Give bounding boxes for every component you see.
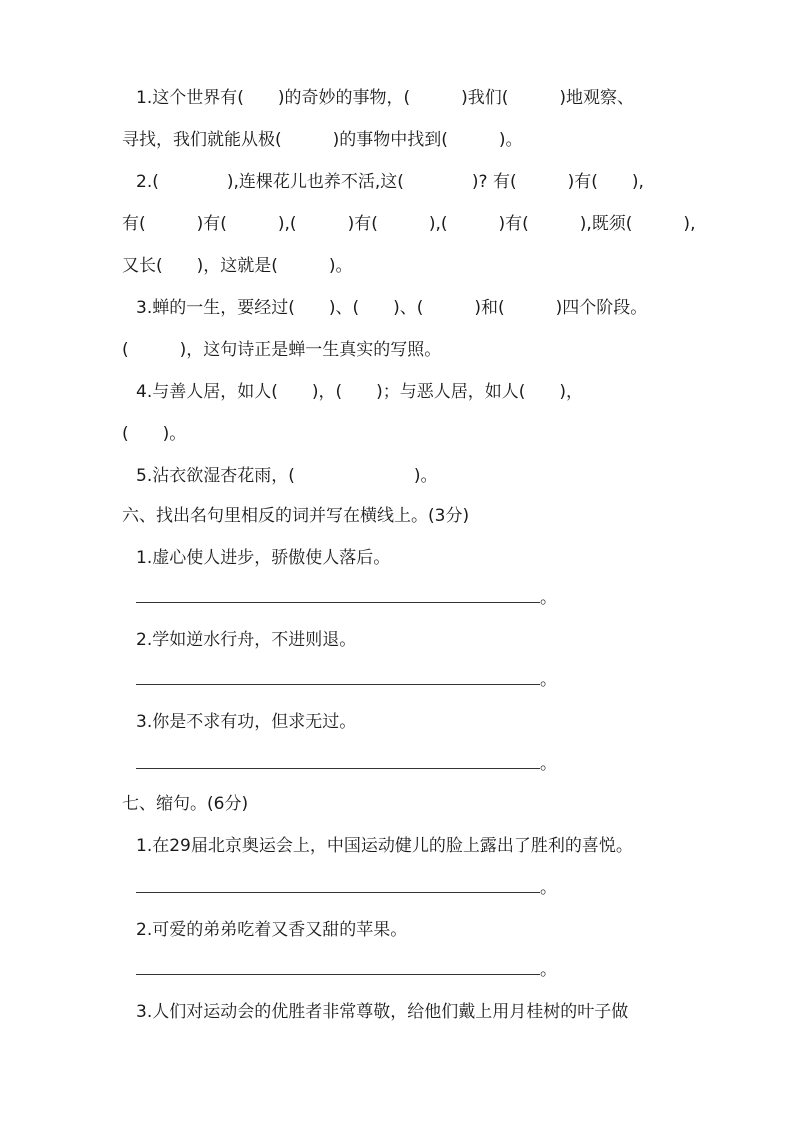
q7-answer-line-1[interactable]	[136, 876, 557, 900]
answer-end-mark: 。	[540, 878, 557, 898]
answer-end-mark: 。	[540, 588, 557, 608]
q7-answer-line-2[interactable]	[136, 958, 557, 982]
q6-item-2: 2.学如逆水行舟，不进则退。	[136, 630, 357, 650]
q5-line-8: 4.与善人居，如人( )，( )；与恶人居，如人( )，	[136, 382, 584, 402]
q5-line-3: 2.( ),连棵花儿也养不活,这( )? 有( )有( ),	[136, 172, 644, 192]
q5-line-5: 又长( )，这就是( )。	[122, 256, 353, 276]
q7-item-1: 1.在29届北京奥运会上，中国运动健儿的脸上露出了胜利的喜悦。	[136, 836, 633, 856]
section-six-heading: 六、找出名句里相反的词并写在横线上。(3分)	[122, 506, 470, 526]
answer-end-mark: 。	[540, 754, 557, 774]
q5-line-6: 3.蝉的一生，要经过( )、( )、( )和( )四个阶段。	[136, 298, 648, 318]
q6-answer-line-2[interactable]	[136, 668, 557, 692]
q5-line-2: 寻找，我们就能从极( )的事物中找到( )。	[122, 130, 523, 150]
q6-answer-line-1[interactable]	[136, 586, 557, 610]
q5-line-4: 有( )有( ),( )有( ),( )有( ),既须( ),	[122, 214, 696, 234]
q5-line-10: 5.沾衣欲湿杏花雨，( )。	[136, 466, 438, 486]
q7-item-2: 2.可爱的弟弟吃着又香又甜的苹果。	[136, 920, 408, 940]
answer-end-mark: 。	[540, 960, 557, 980]
q7-item-3: 3.人们对运动会的优胜者非常尊敬，给他们戴上用月桂树的叶子做	[136, 1002, 629, 1022]
answer-end-mark: 。	[540, 670, 557, 690]
q5-line-1: 1.这个世界有( )的奇妙的事物，( )我们( )地观察、	[136, 88, 635, 108]
q6-answer-line-3[interactable]	[136, 752, 557, 776]
q5-line-9: ( )。	[122, 424, 187, 444]
q6-item-1: 1.虚心使人进步，骄傲使人落后。	[136, 548, 391, 568]
q6-item-3: 3.你是不求有功，但求无过。	[136, 712, 357, 732]
section-seven-heading: 七、缩句。(6分)	[122, 794, 249, 814]
q5-line-7: ( )，这句诗正是蝉一生真实的写照。	[122, 340, 442, 360]
